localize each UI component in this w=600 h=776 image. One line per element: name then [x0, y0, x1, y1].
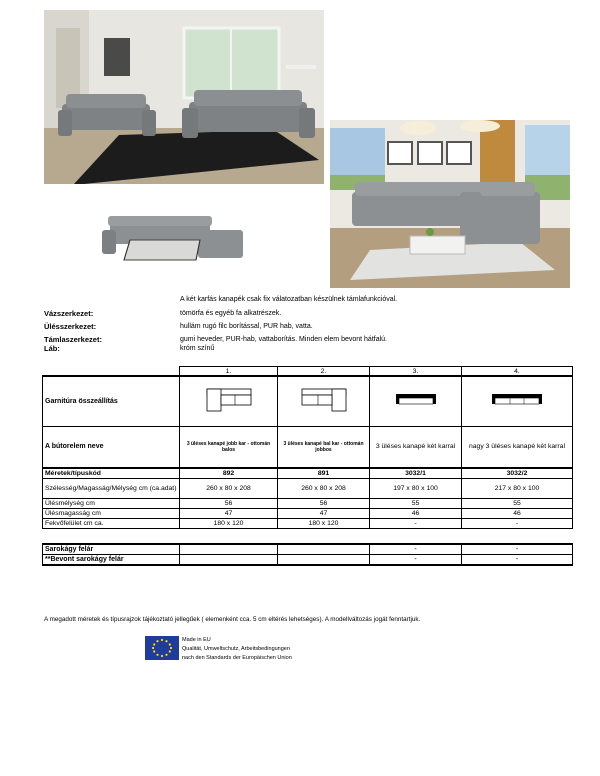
seat-depth-3: 55 — [370, 499, 462, 509]
spec-label-back: Támlaszerkezet: — [44, 335, 102, 344]
eu-flag-icon — [145, 636, 179, 660]
specification-table — [42, 366, 573, 529]
surcharge-corner-bed-1 — [180, 544, 278, 555]
row-label-seat-height: Ülésmagasság cm — [43, 509, 180, 519]
column-number-2: 2. — [278, 367, 370, 377]
spec-value-leg: króm színű — [180, 345, 215, 352]
diagram-three-seater — [370, 376, 462, 426]
dimensions-4: 217 x 80 x 100 — [462, 479, 573, 499]
sofa-right-illustration — [182, 90, 315, 138]
sleeping-area-1: 180 x 120 — [180, 519, 278, 529]
diagram-large-three-seater — [462, 376, 573, 426]
eu-quality-text — [182, 636, 292, 663]
photo-living-room-two-sofas — [44, 10, 324, 184]
element-name-4: nagy 3 üléses kanapé két karral — [462, 426, 573, 468]
photo-sofa-bed-open — [100, 210, 250, 270]
diagram-corner-left-arm — [278, 376, 370, 426]
three-seater-diagram-icon — [393, 390, 439, 410]
column-number-4: 4. — [462, 367, 573, 377]
sleeping-area-4: - — [462, 519, 573, 529]
surcharge-covered-2 — [278, 555, 370, 566]
dimensions-1: 260 x 80 x 208 — [180, 479, 278, 499]
garnitura-label: Garnitúra összeállítás — [43, 376, 180, 426]
element-name-2: 3 üléses kanapé bal kar - ottomán jobbos — [278, 426, 370, 468]
sleeping-area-3: - — [370, 519, 462, 529]
surcharge-corner-bed-3: - — [370, 544, 462, 555]
eu-line-made-in: Made in EU — [182, 637, 211, 643]
large-three-seater-diagram-icon — [489, 390, 545, 410]
element-name-label: A bútorelem neve — [43, 426, 180, 468]
type-code-2: 891 — [278, 468, 370, 479]
seat-depth-1: 56 — [180, 499, 278, 509]
spec-value-seat: hullám rugó filc borítással, PUR hab, vatta. — [180, 323, 313, 330]
surcharge-corner-bed-2 — [278, 544, 370, 555]
spec-value-back: gumi heveder, PUR-hab, vattaborítás. Minden elem bevont hátfalú. — [180, 336, 388, 343]
surcharge-covered-1 — [180, 555, 278, 566]
eu-line-quality: Qualität, Umweltschutz, Arbeitsbedingungen — [182, 646, 290, 652]
surcharge-corner-bed-4: - — [462, 544, 573, 555]
spec-value-frame: tömörfa és egyéb fa alkatrészek. — [180, 310, 282, 317]
photo-corner-sofa-room — [330, 120, 570, 288]
seat-height-4: 46 — [462, 509, 573, 519]
surcharge-covered-4: - — [462, 555, 573, 566]
diagram-corner-right-arm — [180, 376, 278, 426]
spec-label-leg: Láb: — [44, 344, 60, 353]
type-code-3: 3032/1 — [370, 468, 462, 479]
column-number-1: 1. — [180, 367, 278, 377]
seat-depth-2: 56 — [278, 499, 370, 509]
type-code-1: 892 — [180, 468, 278, 479]
row-label-dimensions: Szélesség/Magasság/Mélység cm (ca.adat) — [43, 479, 180, 499]
row-label-sleeping-area: Fekvőfelület cm ca. — [43, 519, 180, 529]
intro-text: A két karfás kanapék csak fix válatozatban készülnek támlafunkcióval. — [180, 296, 398, 303]
type-code-4: 3032/2 — [462, 468, 573, 479]
seat-height-1: 47 — [180, 509, 278, 519]
column-number-3: 3. — [370, 367, 462, 377]
element-name-3: 3 üléses kanapé két karral — [370, 426, 462, 468]
seat-height-2: 47 — [278, 509, 370, 519]
surcharge-covered-3: - — [370, 555, 462, 566]
surcharge-label-covered-corner-bed: **Bevont sarokágy felár — [43, 555, 180, 566]
surcharge-label-corner-bed: Sarokágy felár — [43, 544, 180, 555]
corner-sofa-mirrored-diagram-icon — [300, 385, 348, 415]
disclaimer-text: A megadott méretek és típusrajzok tájékoztató jellegűek ( elemenként cca. 5 cm eltérés lehetséges). A modellváltozás jogát fenntartjuk. — [44, 616, 421, 623]
dimensions-3: 197 x 80 x 100 — [370, 479, 462, 499]
sofa-left-illustration — [58, 94, 156, 136]
seat-depth-4: 55 — [462, 499, 573, 509]
surcharge-table — [42, 543, 573, 566]
spec-label-seat: Ülésszerkezet: — [44, 322, 97, 331]
spec-label-frame: Vázszerkezet: — [44, 309, 94, 318]
sleeping-area-2: 180 x 120 — [278, 519, 370, 529]
eu-line-standards: nach den Standards der Europäischen Union — [182, 655, 292, 661]
row-label-seat-depth: Ülésmélység cm — [43, 499, 180, 509]
row-label-type-code: Méretek/típuskód — [43, 468, 180, 479]
element-name-1: 3 üléses kanapé jobb kar - ottomán balos — [180, 426, 278, 468]
seat-height-3: 46 — [370, 509, 462, 519]
corner-sofa-diagram-icon — [205, 385, 253, 415]
dimensions-2: 260 x 80 x 208 — [278, 479, 370, 499]
